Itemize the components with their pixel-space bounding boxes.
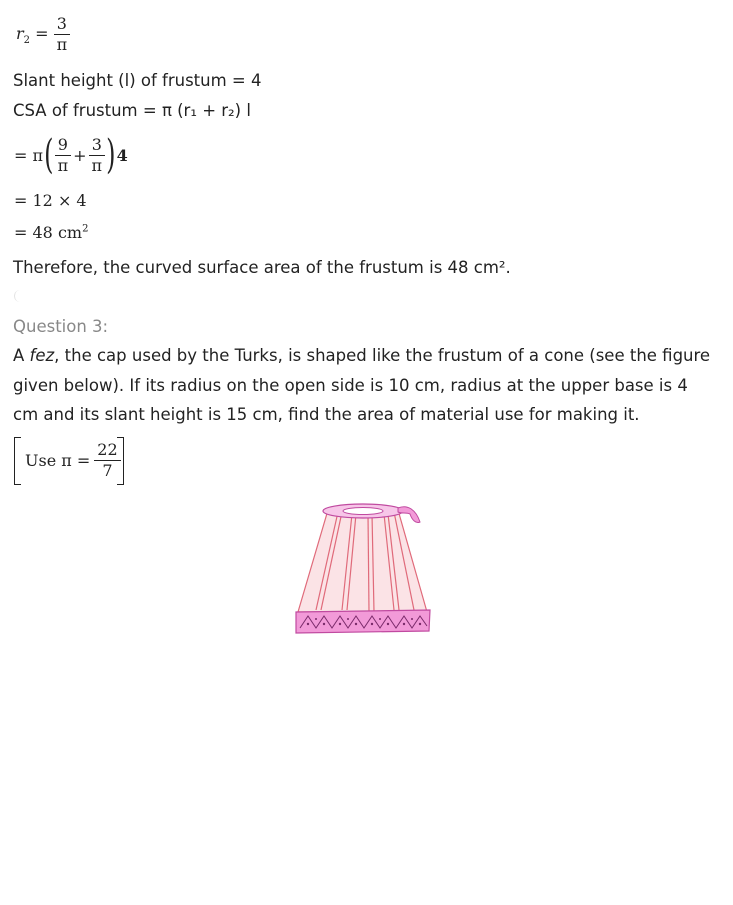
fraction-numerator: 22 xyxy=(94,440,120,461)
step3-exponent: 2 xyxy=(82,223,89,235)
use-pi-bracket xyxy=(14,437,124,485)
step1-multiplier: 4 xyxy=(116,145,128,165)
left-paren: ( xyxy=(44,132,54,178)
fraction-numerator: 3 xyxy=(89,135,105,156)
r2-equation xyxy=(16,14,70,55)
fez-band xyxy=(296,610,430,633)
use-pi-label: Use π = xyxy=(25,451,91,470)
step3-value: = 48 cm xyxy=(14,223,83,242)
bracket-top-left xyxy=(15,437,21,438)
question-heading: Question 3: xyxy=(13,317,109,336)
csa-step-1 xyxy=(14,133,128,177)
fraction-denominator: π xyxy=(57,155,69,175)
r2-symbol: r xyxy=(16,24,24,43)
fraction-9-over-pi xyxy=(55,135,72,176)
step1-eq-pi: = π xyxy=(14,145,44,165)
use-pi-content xyxy=(25,440,121,481)
r2-subscript: 2 xyxy=(23,35,31,47)
bracket-top-right xyxy=(117,437,123,438)
csa-step-2: = 12 × 4 xyxy=(14,191,87,210)
faint-mark xyxy=(14,290,25,302)
bracket-bottom-left xyxy=(15,484,21,485)
question-text-start: A xyxy=(13,346,30,365)
conclusion-line: Therefore, the curved surface area of the frustum is 48 cm². xyxy=(13,258,511,277)
fraction-denominator: 7 xyxy=(102,461,113,480)
plus-sign: + xyxy=(73,145,87,165)
question-text-rest: , the cap used by the Turks, is shaped like the frustum of a cone (see the figure given below). If its radius on the open side is 10 cm, radius at the upper base is 4 cm and its slant height is 15 cm, find the area of material use for making it. xyxy=(13,346,711,424)
fez-body xyxy=(298,510,427,612)
fraction-3-over-pi xyxy=(89,135,106,176)
fraction-3-over-pi xyxy=(54,14,71,55)
csa-formula-line: CSA of frustum = π (r₁ + r₂) l xyxy=(13,101,251,120)
right-paren: ) xyxy=(106,132,116,178)
fez-top-hole xyxy=(343,508,383,515)
csa-step-3 xyxy=(14,223,88,242)
question-text-fez: fez xyxy=(29,346,55,365)
fraction-denominator: π xyxy=(91,155,103,175)
fraction-22-over-7 xyxy=(94,440,120,481)
slant-height-line: Slant height (l) of frustum = 4 xyxy=(13,71,262,90)
bracket-bottom-right xyxy=(117,484,123,485)
question-text xyxy=(13,341,718,430)
fraction-numerator: 9 xyxy=(55,135,71,156)
equals-sign: = xyxy=(35,24,49,43)
fraction-denominator: π xyxy=(56,35,68,54)
fez-figure xyxy=(290,500,435,640)
fraction-numerator: 3 xyxy=(54,14,70,35)
